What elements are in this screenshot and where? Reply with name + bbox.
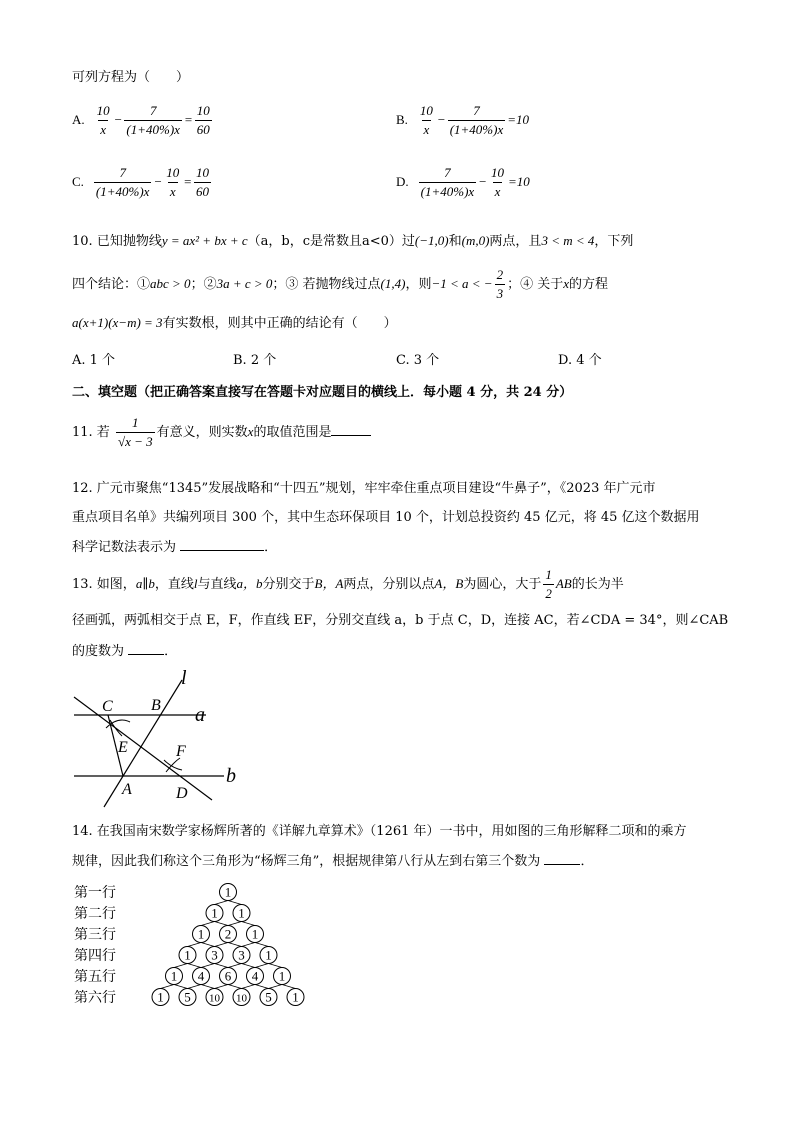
triangle-cell-value: 1 [184, 947, 191, 963]
triangle-cell-value: 1 [224, 884, 232, 900]
connector-line [188, 943, 202, 947]
q13-line-2: 径画弧，两弧相交于点 E，F，作直线 EF，分别交直线 a，b 于点 C，D，连接 AC，若∠CDA = 34°，则∠CAB [72, 613, 729, 628]
row-label-5: 第五行 [74, 970, 116, 985]
triangle-cell-value: 1 [278, 968, 286, 984]
connector-line [161, 985, 175, 989]
q10-conclusion-1: abc > 0 [150, 276, 191, 291]
connector-line [255, 985, 269, 989]
connector-line [201, 985, 215, 989]
triangle-cell-value: 10 [236, 992, 247, 1005]
q12-line-2: 重点项目名单》共编列项目 300 个，其中生态环保项目 10 个，计划总投资约 45 亿元，将 45 亿这个数据用 [72, 510, 700, 525]
connector-line [188, 964, 202, 968]
q13-text: 两点，分别以点 [343, 577, 435, 592]
q13-figure [66, 664, 256, 814]
q13-text: 为圆心，大于 [463, 577, 542, 592]
triangle-cell-value: 2 [224, 926, 232, 942]
q10-text: ；④ 关于 [507, 277, 564, 292]
q10-option-c[interactable]: C. 3 个 [396, 353, 440, 368]
connector-line [242, 943, 256, 947]
connector-line [269, 985, 283, 989]
q13-text: 的度数为 [72, 644, 125, 659]
triangle-cell-value: 5 [184, 989, 191, 1005]
q13-segment: AB [555, 576, 572, 591]
triangle-cell-value: 1 [211, 905, 218, 921]
connector-line [242, 922, 256, 926]
triangle-cell-value: 1 [197, 926, 205, 942]
q10-text: ；② [190, 277, 217, 292]
label-d: D [176, 785, 188, 802]
q9-prompt-tail: 可列方程为（ ） [72, 70, 190, 85]
connector-line [228, 985, 242, 989]
q12-text: 科学记数法表示为 [72, 540, 177, 555]
q13-points: A，B [434, 576, 464, 591]
connector-line [174, 985, 188, 989]
q10-point-3: (1,4) [380, 276, 406, 291]
q12-line-1: 12. 广元市聚焦“1345”发展战略和“十四五”规划，牢牢牵住重点项目建设“牛鼻子”，《2023 年广元市 [72, 481, 656, 496]
q10-text: 有实数根，则其中正确的结论有（ ） [162, 316, 397, 331]
q14-line-2: 规律，因此我们称这个三角形为“杨辉三角”，根据规律第八行从左到右第三个数为 ． [72, 854, 594, 869]
connector-line [201, 943, 215, 947]
label-c: C [102, 698, 113, 715]
q13-line-l: l [193, 576, 198, 591]
connector-line [215, 985, 229, 989]
q10-text: ，下列 [594, 234, 634, 249]
q10-line-1 [72, 230, 633, 249]
connector-line [282, 985, 296, 989]
line-l [104, 680, 182, 807]
row-label-6: 第六行 [74, 991, 116, 1006]
q11-line [72, 414, 371, 451]
connector-line [215, 922, 229, 926]
row-label-2: 第二行 [74, 907, 116, 922]
q10-text: 的方程 [569, 277, 609, 292]
section-2-heading: 二、填空题（把正确答案直接写在答题卡对应题目的横线上．每小题 4 分，共 24 分） [72, 385, 573, 400]
q9-option-b[interactable]: B. $\frac{10}{x}$ − $\frac{7}{(1+40\%)x}$ =10 [396, 103, 530, 137]
q10-option-d[interactable]: D. 4 个 [558, 353, 602, 368]
q10-inequality: −1 < a < − [431, 276, 493, 291]
q10-point-1: (−1,0) [414, 233, 449, 248]
connector-line [228, 943, 242, 947]
q13-answer-blank[interactable] [128, 642, 164, 655]
triangle-cell-value: 1 [170, 968, 178, 984]
q12-line-3: 科学记数法表示为 ． [72, 540, 278, 555]
q10-line-2 [72, 266, 608, 303]
q10-condition: 3 < m < 4 [541, 233, 595, 248]
connector-line [228, 922, 242, 926]
triangle-cell-value: 1 [238, 905, 245, 921]
q10-conclusion-2: 3a + c > 0 [216, 276, 273, 291]
q10-text: ；③ 若抛物线过点 [272, 277, 381, 292]
q11-var: x [247, 424, 254, 439]
q11-text: 的取值范围是 [253, 425, 332, 440]
label-l: l [181, 667, 187, 689]
triangle-cell-value: 4 [251, 968, 259, 984]
q10-line-3 [72, 312, 397, 331]
label-a: a [195, 704, 205, 726]
q14-answer-blank[interactable] [544, 852, 580, 865]
row-label-4: 第四行 [74, 949, 116, 964]
triangle-cell-value: 3 [211, 947, 218, 963]
triangle-cell-value: 1 [157, 989, 164, 1005]
label-e: E [118, 739, 128, 756]
q13-text: ，直线 [154, 577, 194, 592]
label-b: b [226, 765, 236, 787]
label-f: F [176, 743, 186, 760]
q13-points: B，A [314, 576, 344, 591]
connector-line [174, 964, 188, 968]
q10-text: ，则 [405, 277, 432, 292]
triangle-cell-value: 6 [224, 968, 232, 984]
q13-parallel: a∥b [135, 576, 155, 591]
q12-answer-blank[interactable] [180, 538, 264, 551]
q13-text: 13. 如图， [72, 577, 136, 592]
row-label-3: 第三行 [74, 928, 116, 943]
q10-number: 10. [72, 234, 93, 249]
q13-fraction: $\frac{1}{2}$ [545, 567, 552, 601]
line-ef [74, 697, 212, 800]
q11-answer-blank[interactable] [331, 423, 371, 436]
q10-option-b[interactable]: B. 2 个 [233, 353, 277, 368]
connector-line [255, 943, 269, 947]
q11-text: 有意义，则实数 [156, 425, 248, 440]
q9-option-d[interactable]: D. $\frac{7}{(1+40\%)x}$ − $\frac{10}{x}$ =10 [396, 165, 530, 199]
connector-line [215, 901, 229, 905]
q10-text: 和 [448, 234, 462, 249]
q10-equation: a(x+1)(x−m) = 3 [72, 315, 163, 330]
triangle-cell-value: 10 [209, 992, 220, 1005]
q10-parabola-eq: y = ax² + bx + c [161, 233, 248, 248]
connector-line [201, 964, 215, 968]
q13-line-1 [72, 566, 624, 603]
q13-text: 分别交于 [262, 577, 315, 592]
q10-fraction: $\frac{2}{3}$ [496, 267, 504, 301]
triangle-cell-value: 5 [265, 989, 272, 1005]
q14-text: 规律，因此我们称这个三角形为“杨辉三角”，根据规律第八行从左到右第三个数为 [72, 854, 541, 869]
row-label-1: 第一行 [74, 886, 116, 901]
q13-line-3: 的度数为 ． [72, 644, 178, 659]
connector-line [215, 943, 229, 947]
connector-line [242, 964, 256, 968]
q14-line-1: 14. 在我国南宋数学家杨辉所著的《详解九章算术》（1261 年）一书中，用如图的三角形解释二项和的乘方 [72, 824, 687, 839]
q10-point-2: (m,0) [461, 233, 490, 248]
q11-number: 11. 若 [72, 425, 110, 440]
connector-line [228, 964, 242, 968]
connector-line [269, 964, 283, 968]
connector-line [255, 964, 269, 968]
triangle-cell-value: 1 [292, 989, 299, 1005]
q9-option-c[interactable]: C. $\frac{7}{(1+40\%)x}$ − $\frac{10}{x}$ = $\frac{10}{60}$ [72, 165, 210, 199]
yanghui-triangle [70, 878, 310, 1013]
connector-line [215, 964, 229, 968]
triangle-cell-value: 1 [265, 947, 272, 963]
q11-fraction: $\frac{1}{√x - 3}$ [117, 415, 153, 449]
connector-line [242, 985, 256, 989]
q10-text: 两点，且 [489, 234, 542, 249]
q10-var-x: x [563, 276, 569, 291]
q9-option-a[interactable]: A. $\frac{10}{x}$ − $\frac{7}{(1+40\%)x}$ = $\frac{10}{60}$ [72, 103, 210, 137]
triangle-cell-value: 3 [238, 947, 245, 963]
q10-text: 已知抛物线 [96, 234, 162, 249]
q10-option-a[interactable]: A. 1 个 [72, 353, 116, 368]
label-A: A [122, 781, 132, 798]
connector-line [228, 901, 242, 905]
q13-lines-ab: a，b [236, 576, 263, 591]
triangle-cell-value: 1 [251, 926, 259, 942]
q10-text: （a，b，c是常数且a<0）过 [247, 234, 415, 249]
arc-f-1 [164, 760, 182, 770]
q13-text: 的长为半 [571, 577, 624, 592]
label-B: B [151, 697, 161, 714]
connector-line [201, 922, 215, 926]
q13-text: 与直线 [197, 577, 237, 592]
arc-f-2 [166, 758, 180, 772]
q10-text: 四个结论：① [72, 277, 151, 292]
connector-line [188, 985, 202, 989]
triangle-cell-value: 4 [197, 968, 205, 984]
